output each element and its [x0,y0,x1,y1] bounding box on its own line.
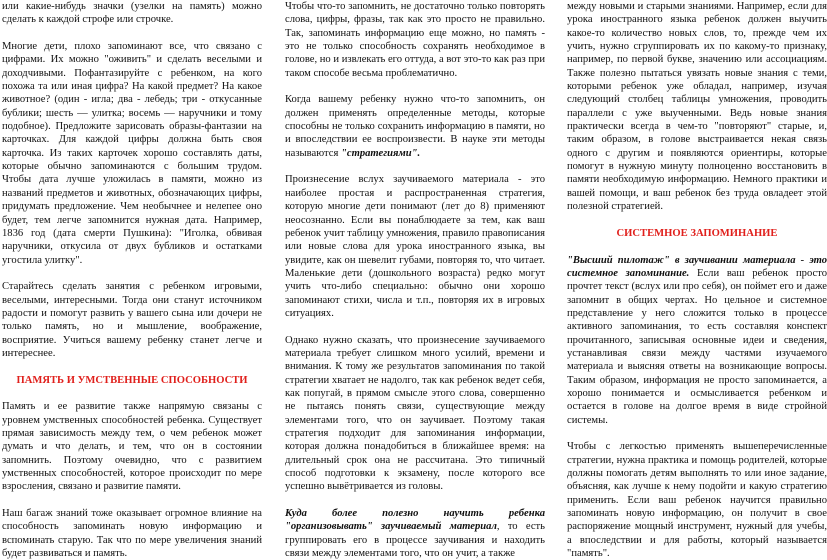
paragraph [285,93,545,160]
paragraph: Наш багаж знаний тоже оказывает огромное влияние на способность запоминать новую информацию и вспоминать старую. Так что по мере увеличения знаний будет развиваться и память. [2,508,262,560]
emphasis-organize-material: Куда более полезно научить ребенка "организовывать" заучиваемый материал [285,508,545,533]
paragraph: Чтобы что-то запомнить, не достаточно только повторять слова, цифры, фразы, так как это просто не правильно. Так, запоминать информацию еще можно, но память - это не только способность сохранять необходимое в голове, но и извлекать его оттуда, а вот это-то как раз при таком способе весьма проблематично. [285,1,545,79]
section-heading-memory-and-intellect: ПАМЯТЬ И УМСТВЕННЫЕ СПОСОБНОСТИ [16,374,248,386]
paragraph: между новыми и старыми знаниями. Например, если для урока иностранного языка ребенок должен выучить какое-то количество новых слов, то, прежде чем их учить, нужно сгруппировать их по какому-то признаку, например, по первой букве, значению или ассоциациям. Также полезно пытаться увязать новые знания с теми, которыми ребенок уже обладал, например, изучая следующий столбец таблицы умножения, проводить параллели с уже выученными. Ведь новые знания практически всегда в чем-то "повторяют" старые, и, таким образом, в голове выстраивается некая связь одного с другим и появляются ориентиры, которые помогут в нужную минуту полноценно восстановить в памяти необходимую информацию. Немного практики и вашей помощи, и ваш ребенок без труда овладеет этой полезной стратегией. [567,1,827,213]
paragraph-text: , то есть группировать его в процессе заучивания и находить связи между элементами того, что он учит, а также [285,521,545,560]
paragraph: Старайтесь сделать занятия с ребенком игровыми, веселыми, интересными. Тогда они станут источником радости и помогут развить у вашего сына или дочери не только память, но и мышление, воображение, восприятие. Учиться вашему ребенку станет легче и интереснее. [2,281,262,359]
paragraph: Произнесение вслух заучиваемого материала - это наиболее простая и распространенная стратегия, которую многие дети понимают (лет до 8) применяют неосознанно. Если вы понаблюдаете за тем, как ваш ребенок учит таблицу умножения, правило правописания или новые слова для урока иностранного языка, вы увидите, как он шевелит губами, повторяя то, что читает. Маленькие дети (дошкольного возраста) редко могут учить что-либо специально: обычно они хорошо запоминают стихи, числа и т.п., повторяя их в игровых ситуациях. [285,174,545,319]
section-heading-system-memorization: СИСТЕМНОЕ ЗАПОМИНАНИЕ [616,227,778,239]
paragraph: или какие-нибудь значки (узелки на память) можно сделать к каждой строфе или строчке. [2,1,262,26]
text-column-right [567,0,827,560]
text-column-middle [285,0,545,560]
paragraph: Память и ее развитие также напрямую связаны с уровнем умственных способностей ребенка. Существует прямая зависимость между тем, о чем ребенок может думать и что делать, и тем, что он в состоянии запомнить. Поэтому очевидно, что с развитием умственных способностей, которое происходит по мере взросления, связано и развитие памяти. [2,401,262,493]
emphasis-high-flight: "Высший пилотаж" в заучивании материала - это системное запоминание. [567,254,827,279]
paragraph: Однако нужно сказать, что произнесение заучиваемого материала требует слишком много усилий, времени и внимания. К тому же результатов запоминания по такой стратегии хватает не надолго, так как ребенок ведет себя, как попугай, в прямом смысле этого слова, совершенно не пытаясь понять связи, существующие между элементами того, что он заучивает. Поэтому такая стратегия подходит для запоминания информации, которая должна понадобиться в ближайшее время: на длительный срок она не рассчитана. Это типичный способ подготовки к экзамену, после которого все успешно вывётривается из головы. [285,334,545,493]
term-strategies: "стратегиями". [341,147,421,159]
text-column-left [2,0,262,560]
paragraph: Многие дети, плохо запоминают все, что связано с цифрами. Их можно "оживить" и сделать веселыми и доходчивыми. Пофантазируйте с ребенком, на кого похожа та или иная цифра? На какой предмет? На какое животное? (один - игла; два - лебедь; три - откусанные бублики; шесть — улитка; восемь — наручники и тому подобное). Предложите зарисовать образы-фантазии на карточках. Для каждой цифры должна быть своя карточка. Из таких карточек хорошо составлять даты, которые обычно запоминаются с большим трудом. Чтобы дата лучше уложилась в памяти, можно из названий предметов и животных, обозначающих цифры, придумать предложение. Чем необычнее и нелепее оно будет, тем легче запомнится нужная дата. Например, 1836 год (дата смерти Пушкина): "Иголка, обвивая наручники, откусила от двух бубликов и остатками угостила улитку". [2,41,262,266]
paragraph: Чтобы с легкостью применять вышеперечисленные стратегии, нужна практика и помощь родителей, которые должны помогать детям выполнять то или иное задание, объясняя, как лучше к нему подойти и какую стратегию применить. Если ваш ребенок научится правильно запоминать новую информацию, он получит в свое распоряжение мощный инструмент, нужный для учебы, а впоследствии и для работы, который называется "память". [567,441,827,560]
paragraph [567,254,827,427]
paragraph [285,507,545,560]
paragraph-text: Если ваш ребенок просто прочтет текст (вслух или про себя), он поймет его и даже запомнит в общих чертах. Но цельное и системное представление у него сложится только в процессе активного запоминания, то есть составляя конспект прочитанного, записывая основные идеи и сведения, устанавливая связи между частями изучаемого материала и выясняя ответы на возникающие вопросы. Таким образом, информация не просто запоминается, а хорошо понимается и осмысливается ребенком и остается в голове на долгое время в виде стройной системы. [567,267,827,426]
paragraph-text: Когда вашему ребенку нужно что-то запомнить, он должен применять определенные методы, которые способны не только сохранить информацию в памяти, но и впоследствии ее воспроизвести. В науке эти методы называются [285,94,545,159]
